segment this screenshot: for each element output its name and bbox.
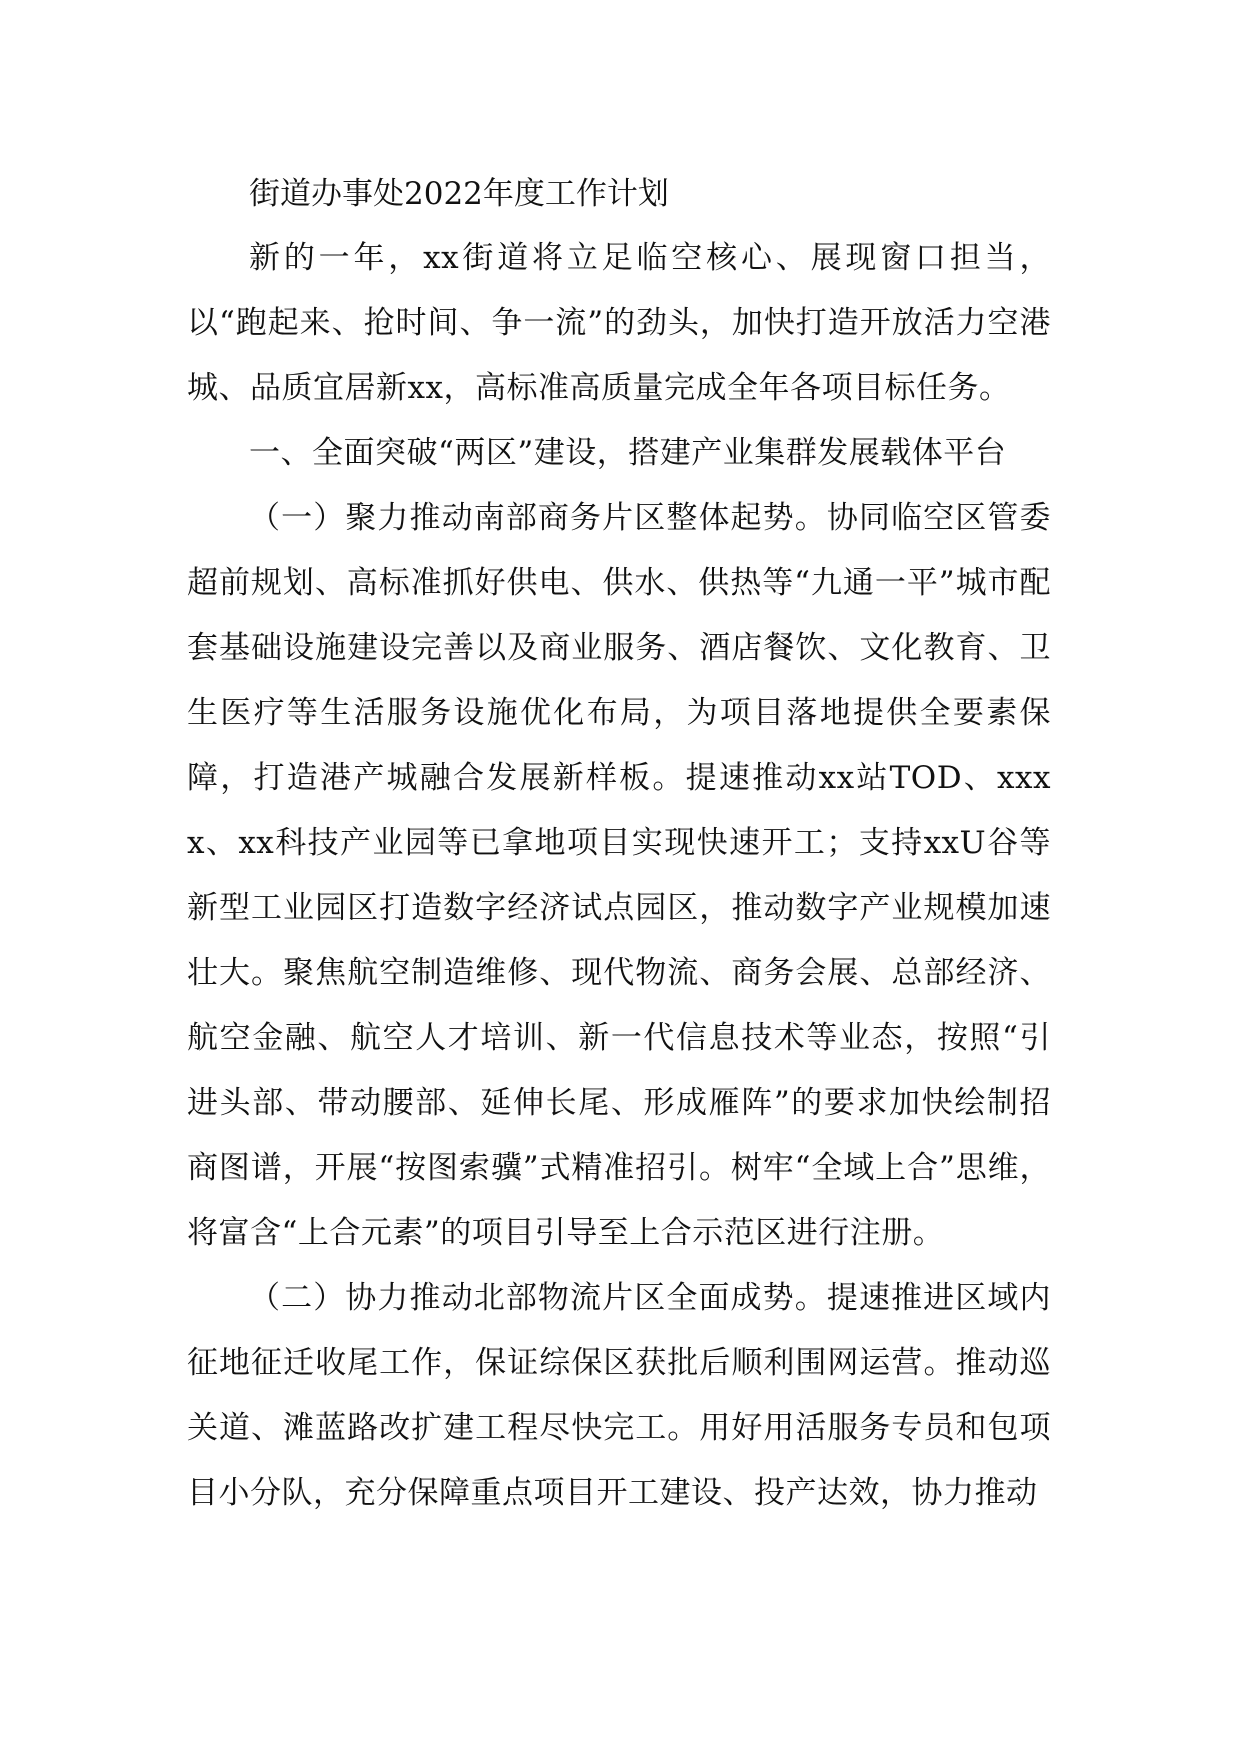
document-title: 街道办事处2022年度工作计划 <box>249 176 669 212</box>
section-heading-1: 一、全面突破“两区”建设，搭建产业集群发展载体平台 <box>249 435 1007 471</box>
paragraph-subsection-1: （一）聚力推动南部商务片区整体起势。协同临空区管委超前规划、高标准抓好供电、供水、供热等“九通一平”城市配套基础设施建设完善以及商业服务、酒店餐饮、文化教育、卫生医疗等生活服务设施优化布局，为项目落地提供全要素保障，打造港产城融合发展新样板。提速推动xx站TOD、xxxx、xx科技产业园等已拿地项目实现快速开工；支持xxU谷等新型工业园区打造数字经济试点园区，推动数字产业规模加速壮大。聚焦航空制造维修、现代物流、商务会展、总部经济、航空金融、航空人才培训、新一代信息技术等业态，按照“引进头部、带动腰部、延伸长尾、形成雁阵”的要求加快绘制招商图谱，开展“按图索骥”式精准招引。树牢“全域上合”思维，将富含“上合元素”的项目引导至上合示范区进行注册。 <box>187 500 1051 1251</box>
paragraph-intro: 新的一年，xx街道将立足临空核心、展现窗口担当，以“跑起来、抢时间、争一流”的劲头，加快打造开放活力空港城、品质宜居新xx，高标准高质量完成全年各项目标任务。 <box>187 240 1051 406</box>
paragraph-subsection-2: （二）协力推动北部物流片区全面成势。提速推进区域内征地征迁收尾工作，保证综保区获批后顺利围网运营。推动巡关道、滩蓝路改扩建工程尽快完工。用好用活服务专员和包项目小分队，充分保障重点项目开工建设、投产达效，协力推动 <box>187 1280 1051 1511</box>
document-body <box>187 162 1051 1526</box>
